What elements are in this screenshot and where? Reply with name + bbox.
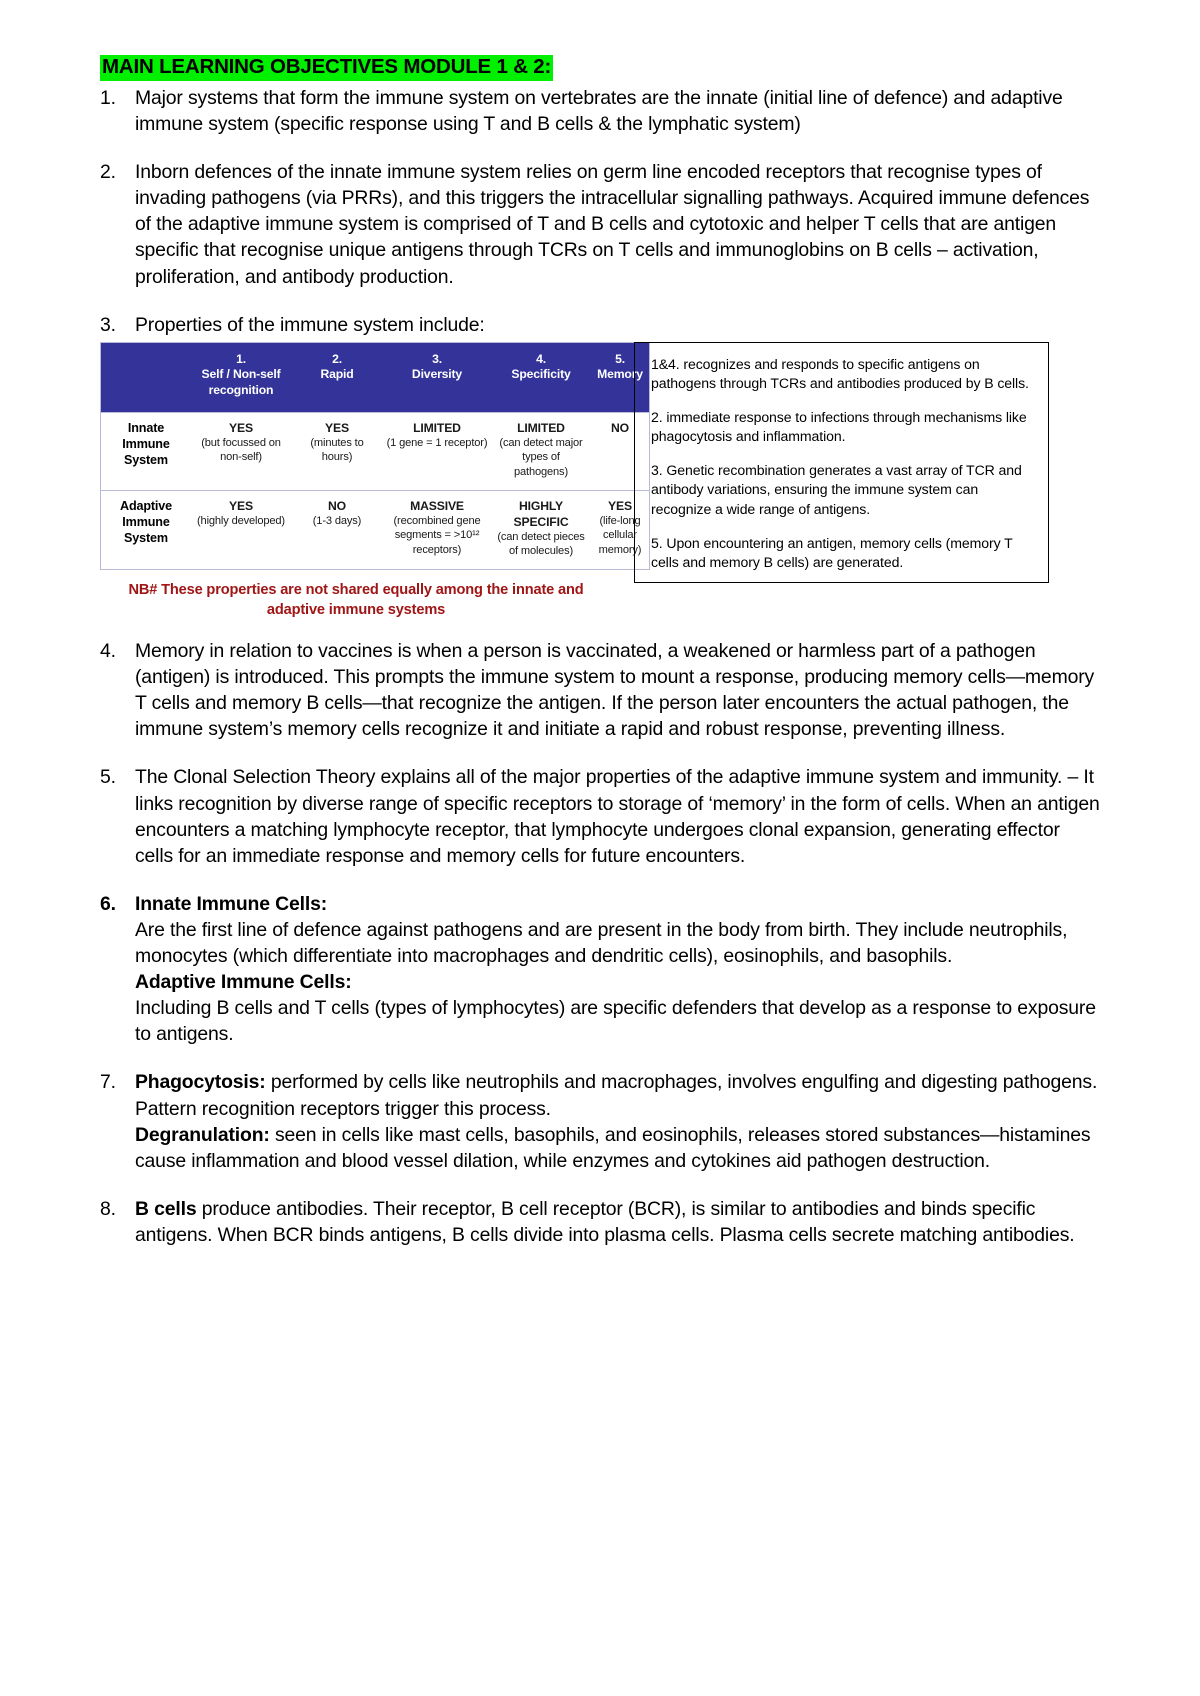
innate-immune-cells-heading: Innate Immune Cells: <box>135 892 328 915</box>
objective-5-text: The Clonal Selection Theory explains all of the major properties of the adaptive immune system and immunity. – It links recognition by diverse range of specific receptors to storage of ‘memory’ in the form of cells. When an antigen encounters a matching lymphocyte receptor, that lymphocyte undergoes clonal expansion, generating effector cells for an immediate response and memory cells for future encounters. <box>135 766 1100 867</box>
note-paragraph-3: 3. Genetic recombination generates a vast array of TCR and antibody variations, ensuring the immune system can recognize a wide range of antigens. <box>651 462 1022 517</box>
row-header-adaptive: Adaptive Immune System <box>101 490 192 569</box>
adaptive-immune-cells-heading: Adaptive Immune Cells: <box>135 971 352 994</box>
column-number-2: 2. <box>332 351 342 366</box>
innate-immune-cells-body: Are the first line of defence against pathogens and are present in the body from birth. They include neutrophils, monocytes (which differentiate into macrophages and dendritic cells), eosinophils, and basophils. <box>135 918 1068 968</box>
column-header-self-nonself <box>191 342 291 412</box>
cell-value: HIGHLY SPECIFIC <box>513 498 569 529</box>
column-number-1: 1. <box>236 351 246 366</box>
cell-detail: (1 gene = 1 receptor) <box>386 436 488 449</box>
note-paragraph-2: 2. immediate response to infections through mechanisms like phagocytosis and inflammation. <box>651 409 1027 445</box>
table-row <box>101 490 650 569</box>
objective-item-5 <box>100 764 1100 868</box>
phagocytosis-lead: Phagocytosis: <box>135 1071 266 1094</box>
cell-detail: (recombined gene segments = >10¹² receptors) <box>393 514 481 556</box>
cell-value: MASSIVE <box>410 498 464 513</box>
objective-item-3 <box>100 312 1100 621</box>
column-label-2: Rapid <box>320 367 354 382</box>
adaptive-immune-cells-body: Including B cells and T cells (types of lymphocytes) are specific defenders that develop as a response to exposure to antigens. <box>135 997 1096 1046</box>
column-label-4: Specificity <box>511 367 571 382</box>
cell-innate-diversity <box>383 412 491 490</box>
cell-adaptive-specificity <box>491 490 591 569</box>
cell-innate-rapid <box>291 412 383 490</box>
cell-detail: (but focussed on non-self) <box>201 436 281 464</box>
cell-value: NO <box>328 498 346 513</box>
cell-innate-self <box>191 412 291 490</box>
objective-item-1 <box>100 85 1100 137</box>
cell-detail: (highly developed) <box>197 514 285 527</box>
degranulation-body: seen in cells like mast cells, basophils, and eosinophils, releases stored substances—histamines cause inflammation and blood vessel dilation, while enzymes and cytokines aid pathogen destruction. <box>135 1123 1091 1172</box>
note-paragraph-1: 1&4. recognizes and responds to specific antigens on pathogens through TCRs and antibodies produced by B cells. <box>651 355 1029 391</box>
column-number-5: 5. <box>615 351 625 366</box>
column-header-specificity <box>491 342 591 412</box>
cell-value: NO <box>611 420 629 435</box>
objective-4-text: Memory in relation to vaccines is when a person is vaccinated, a weakened or harmless part of a pathogen (antigen) is introduced. This prompts the immune system to mount a response, producing memory cells—memory T cells and memory B cells—that recognize the antigen. If the person later encounters the actual pathogen, the immune system’s memory cells recognize it and initiate a rapid and robust response, preventing illness. <box>135 640 1095 741</box>
cell-value: YES <box>229 420 253 435</box>
cell-adaptive-rapid <box>291 490 383 569</box>
degranulation-lead: Degranulation: <box>135 1123 270 1146</box>
page-title: MAIN LEARNING OBJECTIVES MODULE 1 & 2: <box>100 55 553 81</box>
cell-value: YES <box>608 498 632 513</box>
objective-item-8 <box>100 1196 1100 1248</box>
table-header <box>101 342 650 412</box>
cell-detail: (can detect major types of pathogens) <box>499 436 583 478</box>
phagocytosis-body: performed by cells like neutrophils and macrophages, involves engulfing and digesting pathogens. Pattern recognition receptors trigger this process. <box>135 1071 1098 1120</box>
objectives-list <box>100 85 1100 1248</box>
cell-detail: (1-3 days) <box>312 514 362 527</box>
cell-value: LIMITED <box>517 420 565 435</box>
column-number-4: 4. <box>536 351 546 366</box>
properties-table-wrapper <box>100 342 643 620</box>
column-number-3: 3. <box>432 351 442 366</box>
column-label-5: Memory <box>597 367 643 382</box>
cell-value: YES <box>325 420 349 435</box>
cell-value: YES <box>229 498 253 513</box>
immune-properties-table <box>100 342 650 570</box>
cell-adaptive-self <box>191 490 291 569</box>
note-paragraph-4: 5. Upon encountering an antigen, memory cells (memory T cells and memory B cells) are generated. <box>651 534 1013 570</box>
objective-item-7 <box>100 1069 1100 1173</box>
cell-detail: (minutes to hours) <box>310 436 364 464</box>
properties-figure <box>100 342 1100 620</box>
cell-adaptive-diversity <box>383 490 491 569</box>
table-body <box>101 412 650 569</box>
column-label-3: Diversity <box>411 367 463 382</box>
bcells-lead: B cells <box>135 1197 197 1220</box>
objective-1-text: Major systems that form the immune system on vertebrates are the innate (initial line of defence) and adaptive immune system (specific response using T and B cells & the lymphatic system) <box>135 86 1063 136</box>
notes-box <box>634 342 1049 583</box>
row-header-innate: Innate Immune System <box>101 412 192 490</box>
cell-innate-specificity <box>491 412 591 490</box>
table-caption-note: NB# These properties are not shared equally among the innate and adaptive immune systems <box>128 582 584 618</box>
objective-item-4 <box>100 638 1100 742</box>
table-header-row <box>101 342 650 412</box>
cell-detail: (life-long cellular memory) <box>598 514 642 556</box>
cell-detail: (can detect pieces of molecules) <box>497 530 585 558</box>
column-header-rapid <box>291 342 383 412</box>
degranulation-line <box>135 1122 1100 1174</box>
objective-item-2 <box>100 159 1100 289</box>
table-row <box>101 412 650 490</box>
column-header-diversity <box>383 342 491 412</box>
table-corner-cell <box>101 342 192 412</box>
column-label-1: Self / Non-self recognition <box>201 367 281 397</box>
objective-item-6 <box>100 891 1100 1048</box>
objective-2-text: Inborn defences of the innate immune system relies on germ line encoded receptors that recognise types of invading pathogens (via PRRs), and this triggers the intracellular signalling pathways. Acquired immune defences of the adaptive immune system is comprised of T and B cells and cytotoxic and helper T cells that are antigen specific that recognise unique antigens through TCRs on T cells and immunoglobins on B cells – activation, proliferation, and antibody production. <box>135 161 1090 288</box>
cell-value: LIMITED <box>413 420 461 435</box>
objective-3-text: Properties of the immune system include: <box>135 313 485 336</box>
bcells-body: produce antibodies. Their receptor, B cell receptor (BCR), is similar to antibodies and binds specific antigens. When BCR binds antigens, B cells divide into plasma cells. Plasma cells secrete matching antibodies. <box>135 1197 1075 1246</box>
